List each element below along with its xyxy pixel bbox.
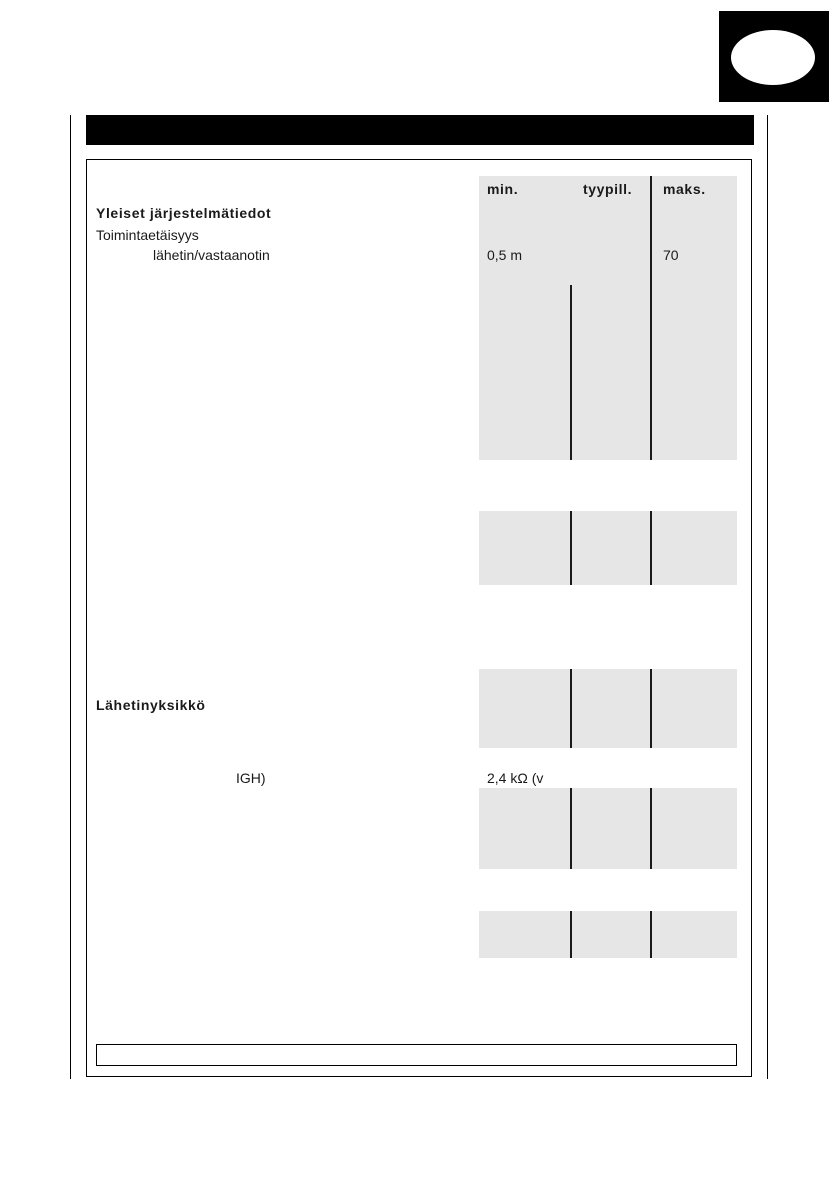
column-divider — [570, 285, 572, 460]
column-divider — [570, 669, 572, 748]
column-divider — [570, 511, 572, 585]
column-divider — [650, 511, 652, 585]
range-max-value: 70 — [663, 247, 679, 263]
section-heading-general: Yleiset järjestelmätiedot — [96, 205, 272, 221]
column-divider — [650, 669, 652, 748]
table-block-4 — [479, 788, 737, 869]
left-margin-line — [70, 115, 71, 1079]
column-divider — [650, 788, 652, 869]
range-min-value: 0,5 m — [487, 247, 523, 263]
footer-box — [96, 1044, 737, 1066]
header-min: min. — [487, 181, 519, 197]
column-divider — [650, 176, 652, 460]
corner-oval — [731, 30, 815, 85]
section-heading-transmitter: Lähetinyksikkö — [96, 697, 206, 713]
column-divider — [570, 788, 572, 869]
header-typical: tyypill. — [583, 181, 633, 197]
right-margin-line — [767, 115, 768, 1079]
range-sublabel: lähetin/vastaanotin — [153, 247, 270, 263]
table-block-1 — [479, 176, 737, 460]
column-divider — [650, 911, 652, 958]
column-divider — [570, 911, 572, 958]
row-label: IGH) — [236, 770, 266, 786]
table-block-5 — [479, 911, 737, 958]
range-label: Toimintaetäisyys — [96, 227, 199, 243]
table-block-2 — [479, 511, 737, 585]
title-bar — [86, 115, 754, 145]
header-max: maks. — [663, 181, 706, 197]
row-value: 2,4 kΩ (v — [487, 770, 544, 786]
table-block-3 — [479, 669, 737, 748]
